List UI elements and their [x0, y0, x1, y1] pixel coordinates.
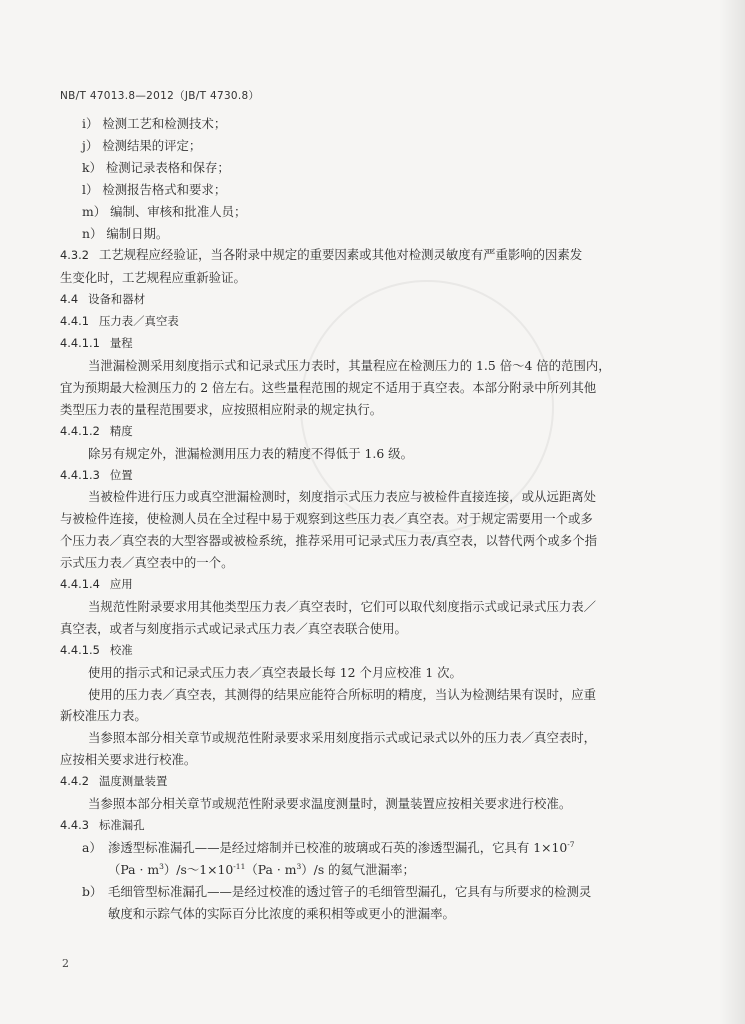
- list-item: j） 检测结果的评定；: [82, 137, 202, 153]
- paragraph-text: 使用的指示式和记录式压力表／真空表最长每 12 个月应校准 1 次。: [88, 664, 462, 680]
- section-heading-4-4-1-3: 4.4.1.3 位置: [60, 467, 133, 482]
- paragraph-text: 生变化时，工艺规程应重新验证。: [60, 270, 246, 286]
- section-heading-4-4-1: 4.4.1 压力表／真空表: [60, 314, 179, 329]
- paragraph-text: 渗透型标准漏孔——是经过熔制并已校准的玻璃或石英的渗透型漏孔，它具有 $1\times 10^{-7}$: [108, 839, 575, 855]
- paragraph-text: 真空表，或者与刻度指示式或记录式压力表／真空表联合使用。: [60, 620, 407, 636]
- section-heading-4-4-3: 4.4.3 标准漏孔: [60, 818, 145, 832]
- section-number: 4.3.2: [60, 248, 89, 263]
- list-item: m） 编制、审核和批准人员；: [82, 203, 247, 219]
- section-heading-4-4-1-2: 4.4.1.2 精度: [60, 423, 133, 438]
- paragraph-text: 当规范性附录要求用其他类型压力表／真空表时，它们可以取代刻度指示式或记录式压力表／: [88, 598, 597, 614]
- page-number: 2: [62, 957, 69, 970]
- paragraph-text: 应按相关要求进行校准。: [60, 752, 197, 768]
- section-heading-4-4-1-1: 4.4.1.1 量程: [60, 336, 133, 351]
- paragraph-text: 毛细管型标准漏孔——是经过校准的透过管子的毛细管型漏孔，它具有与所要求的检测灵: [108, 883, 592, 899]
- section-heading-4-4: 4.4 设备和器材: [60, 292, 146, 307]
- section-heading-4-4-1-4: 4.4.1.4 应用: [60, 577, 133, 592]
- paragraph-text: 工艺规程应经验证，当各附录中规定的重要因素或其他对检测灵敏度有严重影响的因素发: [98, 247, 583, 263]
- list-item-b: b） 毛细管型标准漏孔——是经过校准的透过管子的毛细管型漏孔，它具有与所要求的检测灵 敏度和示踪气体的实际百分比浓度的乘积相等或更小的泄漏率。: [60, 881, 656, 925]
- paragraph-text: 除另有规定外，泄漏检测用压力表的精度不得低于 1.6 级。: [88, 445, 413, 461]
- paragraph-text: 当被检件进行压力或真空泄漏检测时，刻度指示式压力表应与被检件直接连接，或从远距离处: [88, 489, 597, 505]
- list-item: l） 检测报告格式和要求；: [82, 181, 227, 197]
- paragraph-text: 当泄漏检测采用刻度指示式和记录式压力表时，其量程应在检测压力的 1.5 倍～4 倍的范围内，: [88, 357, 611, 373]
- section-4-3-2: [60, 244, 656, 289]
- list-item: n） 编制日期。: [82, 225, 169, 241]
- list-item: k） 检测记录表格和保存；: [82, 159, 230, 175]
- list-item-a: a） 渗透型标准漏孔——是经过熔制并已校准的玻璃或石英的渗透型漏孔，它具有 $1\times 10^{-7}$ $(Pa \cdot m^3)/s\sim 1\times 10^{-11}(Pa \cdot m^3)/s$ 的氦气泄漏率；: [60, 837, 656, 881]
- paragraph-text: 与被检件连接，使检测人员在全过程中易于观察到这些压力表／真空表。对于规定需要用一个或多: [60, 511, 593, 527]
- standard-header: NB/T 47013.8—2012（JB/T 4730.8）: [60, 90, 260, 102]
- paragraph-text: 使用的压力表／真空表，其测得的结果应能符合所标明的精度，当认为检测结果有误时，应重: [88, 686, 597, 702]
- paragraph-text: 个压力表／真空表的大型容器或被检系统，推荐采用可记录式压力表/真空表，以替代两个或多个指: [60, 533, 597, 549]
- paragraph-text: 当参照本部分相关章节或规范性附录要求采用刻度指示式或记录式以外的压力表／真空表时，: [88, 730, 597, 746]
- paragraph-text: 新校准压力表。: [60, 708, 147, 724]
- section-heading-4-4-2: 4.4.2 温度测量装置: [60, 774, 168, 789]
- paragraph-text: 当参照本部分相关章节或规范性附录要求温度测量时，测量装置应按相关要求进行校准。: [88, 796, 572, 812]
- page-edge-shadow: [719, 0, 745, 1024]
- list-item: i） 检测工艺和检测技术；: [82, 116, 227, 131]
- paragraph-text: 宜为预期最大检测压力的 2 倍左右。这些量程范围的规定不适用于真空表。本部分附录中所列其他: [60, 379, 597, 395]
- paragraph-text: $(Pa \cdot m^3)/s\sim 1\times 10^{-11}(Pa \cdot m^3)/s$ 的氦气泄漏率；: [108, 861, 415, 877]
- procedure-items-list: [60, 113, 656, 244]
- document-body: [60, 113, 656, 925]
- paragraph-text: 敏度和示踪气体的实际百分比浓度的乘积相等或更小的泄漏率。: [108, 905, 455, 921]
- section-heading-4-4-1-5: 4.4.1.5 校准: [60, 642, 133, 657]
- paragraph-text: 类型压力表的量程范围要求，应按照相应附录的规定执行。: [60, 401, 383, 417]
- paragraph-text: 示式压力表／真空表中的一个。: [60, 555, 234, 571]
